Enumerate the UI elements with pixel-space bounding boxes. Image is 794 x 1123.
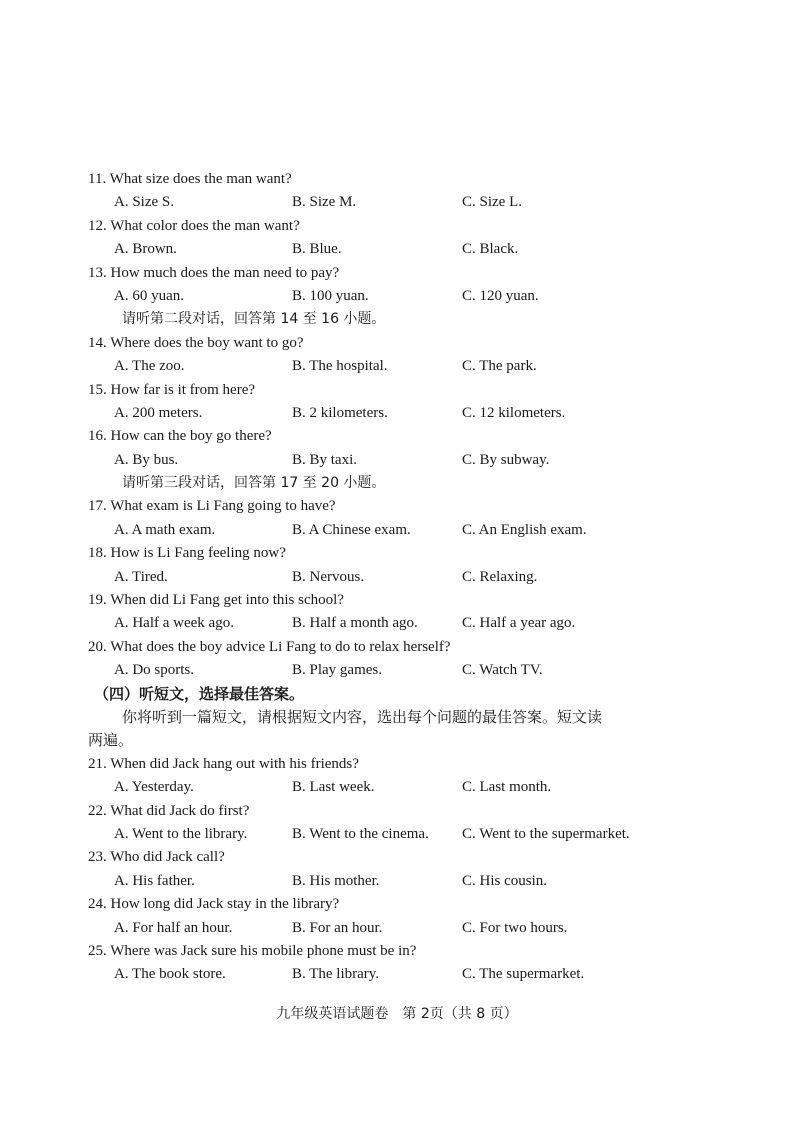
option-c: C. An English exam. (462, 521, 587, 538)
option-a: A. Half a week ago. (114, 615, 234, 632)
answer-options (88, 917, 728, 940)
option-c: C. The park. (462, 358, 537, 375)
page-footer: 九年级英语试题卷 第 2页（共 8 页） (276, 1006, 518, 1022)
option-a: A. Brown. (114, 241, 177, 258)
answer-options (88, 449, 728, 472)
option-b: B. By taxi. (292, 451, 358, 468)
answer-options (88, 612, 728, 635)
question-text: 22. What did Jack do first? (88, 802, 250, 819)
option-a: A. Went to the library. (114, 825, 248, 842)
option-a: A. A math exam. (114, 521, 216, 538)
option-c: C. Black. (462, 241, 519, 258)
option-c: C. 12 kilometers. (462, 404, 566, 421)
question-text: 13. How much does the man need to pay? (88, 264, 340, 281)
option-b: B. His mother. (292, 872, 380, 889)
option-b: B. Blue. (292, 241, 342, 258)
section-heading: （四）听短文，选择最佳答案。 (94, 684, 305, 703)
answer-options (88, 402, 728, 425)
option-c: C. Relaxing. (462, 568, 538, 585)
option-b: B. Play games. (292, 662, 382, 679)
option-b: B. Last week. (292, 779, 375, 796)
section-directions: 你将听到一篇短文，请根据短文内容，选出每个问题的最佳答案。短文读 (122, 707, 603, 726)
answer-options (88, 238, 728, 261)
question-text: 14. Where does the boy want to go? (88, 334, 304, 351)
option-c: C. Size L. (462, 194, 522, 211)
option-b: B. Half a month ago. (292, 615, 418, 632)
section-instruction: 请听第三段对话，回答第 17 至 20 小题。 (122, 475, 386, 492)
option-c: C. His cousin. (462, 872, 548, 889)
option-a: A. The zoo. (114, 358, 185, 375)
option-a: A. By bus. (114, 451, 179, 468)
option-c: C. Half a year ago. (462, 615, 576, 632)
option-a: A. 60 yuan. (114, 287, 184, 304)
answer-options (88, 823, 728, 846)
option-b: B. 2 kilometers. (292, 404, 388, 421)
option-a: A. 200 meters. (114, 404, 203, 421)
answer-options (88, 519, 728, 542)
answer-options (88, 776, 728, 799)
question-text: 16. How can the boy go there? (88, 428, 272, 445)
question-text: 15. How far is it from here? (88, 381, 256, 398)
option-c: C. For two hours. (462, 919, 568, 936)
answer-options (88, 191, 728, 214)
option-a: A. For half an hour. (114, 919, 233, 936)
option-b: B. Nervous. (292, 568, 365, 585)
answer-options (88, 566, 728, 589)
question-text: 12. What color does the man want? (88, 217, 300, 234)
answer-options (88, 659, 728, 682)
option-b: B. Went to the cinema. (292, 825, 429, 842)
question-text: 20. What does the boy advice Li Fang to do to relax herself? (88, 638, 451, 655)
question-text: 11. What size does the man want? (88, 171, 292, 187)
question-text: 17. What exam is Li Fang going to have? (88, 498, 336, 515)
answer-options (88, 285, 728, 308)
option-a: A. Yesterday. (114, 779, 194, 796)
question-text: 19. When did Li Fang get into this school? (88, 592, 344, 609)
option-c: C. By subway. (462, 451, 550, 468)
option-c: C. Went to the supermarket. (462, 825, 630, 842)
option-b: B. The hospital. (292, 358, 388, 375)
question-text: 18. How is Li Fang feeling now? (88, 545, 286, 562)
option-c: C. Watch TV. (462, 662, 543, 679)
section-directions-cont: 两遍。 (88, 731, 134, 750)
option-a: A. Tired. (114, 568, 168, 585)
question-text: 23. Who did Jack call? (88, 849, 225, 866)
answer-options (88, 963, 728, 986)
option-b: B. For an hour. (292, 919, 383, 936)
option-c: C. 120 yuan. (462, 287, 539, 304)
option-b: B. A Chinese exam. (292, 521, 411, 538)
option-a: A. The book store. (114, 966, 226, 983)
answer-options (88, 355, 728, 378)
option-b: B. 100 yuan. (292, 287, 369, 304)
option-b: B. Size M. (292, 194, 357, 211)
question-list (88, 168, 728, 987)
question-text: 21. When did Jack hang out with his friends? (88, 755, 359, 772)
option-b: B. The library. (292, 966, 380, 983)
section-instruction: 请听第二段对话，回答第 14 至 16 小题。 (122, 311, 386, 328)
answer-options (88, 870, 728, 893)
option-c: C. The supermarket. (462, 966, 585, 983)
question-text: 24. How long did Jack stay in the library? (88, 896, 340, 913)
option-a: A. Do sports. (114, 662, 195, 679)
question-text: 25. Where was Jack sure his mobile phone must be in? (88, 942, 417, 959)
option-a: A. Size S. (114, 194, 174, 211)
option-a: A. His father. (114, 872, 195, 889)
option-c: C. Last month. (462, 779, 552, 796)
